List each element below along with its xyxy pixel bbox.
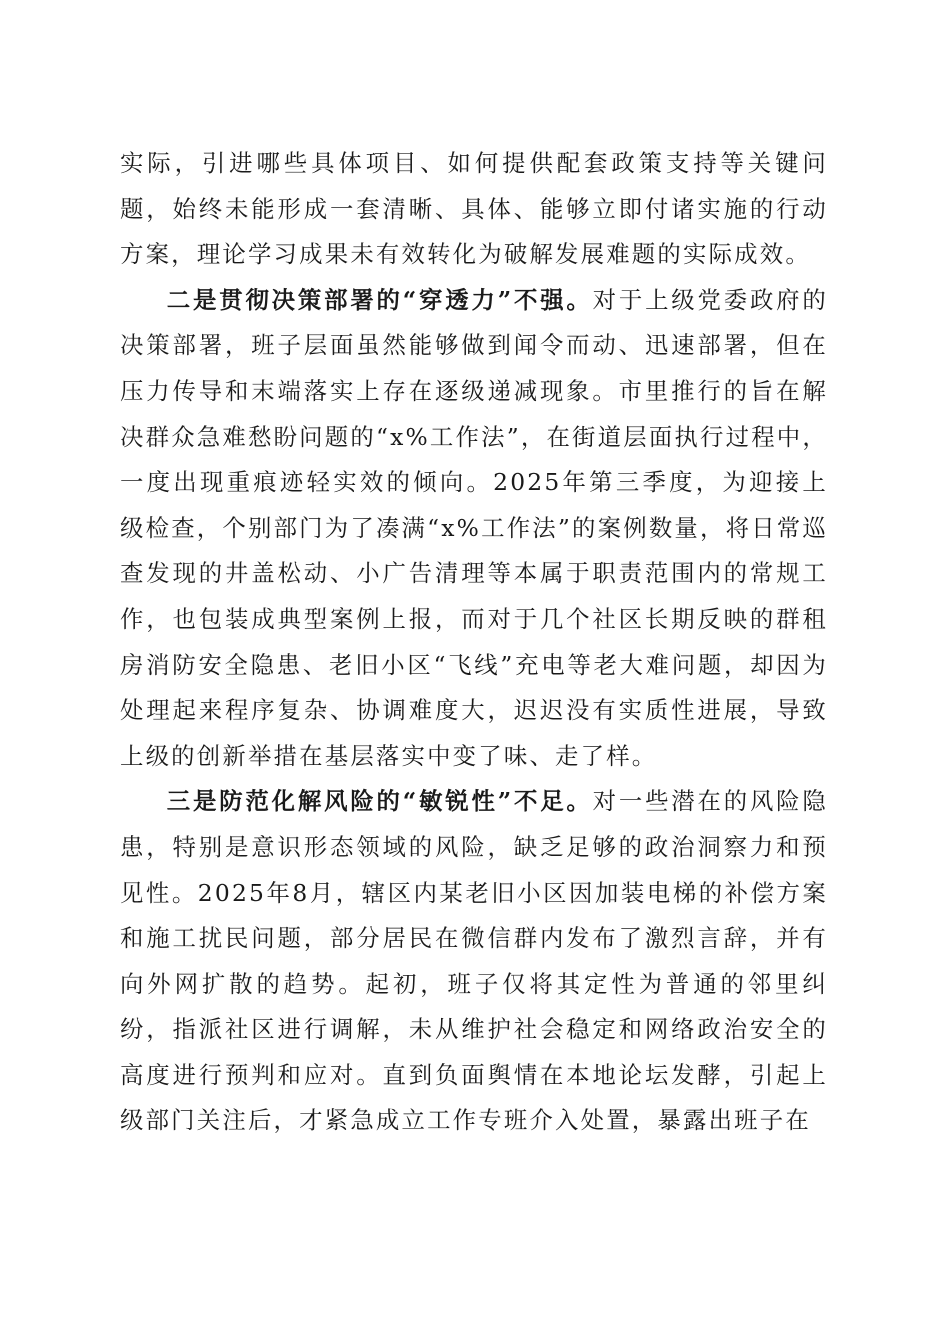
paragraph-3-heading: 三是防范化解风险的“敏锐性”不足。	[166, 787, 593, 816]
paragraph-point-three	[120, 779, 828, 1144]
paragraph-point-two	[120, 278, 828, 780]
document-page	[120, 141, 828, 1144]
paragraph-1-text: 实际，引进哪些具体项目、如何提供配套政策支持等关键问题，始终未能形成一套清晰、具体、能够立即付诸实施的行动方案，理论学习成果未有效转化为破解发展难题的实际成效。	[120, 149, 828, 269]
paragraph-2-heading: 二是贯彻决策部署的“穿透力”不强。	[166, 285, 593, 314]
paragraph-continuation	[120, 141, 828, 278]
paragraph-3-text: 对一些潜在的风险隐患，特别是意识形态领域的风险，缺乏足够的政治洞察力和预见性。2025年8月，辖区内某老旧小区因加装电梯的补偿方案和施工扰民问题，部分居民在微信群内发布了激烈言辞，并有向外网扩散的趋势。起初，班子仅将其定性为普通的邻里纠纷，指派社区进行调解，未从维护社会稳定和网络政治安全的高度进行预判和应对。直到负面舆情在本地论坛发酵，引起上级部门关注后，才紧急成立工作专班介入处置，暴露出班子在	[120, 787, 828, 1135]
paragraph-2-text: 对于上级党委政府的决策部署，班子层面虽然能够做到闻令而动、迅速部署，但在压力传导和末端落实上存在逐级递减现象。市里推行的旨在解决群众急难愁盼问题的“x%工作法”，在街道层面执行过程中，一度出现重痕迹轻实效的倾向。2025年第三季度，为迎接上级检查，个别部门为了凑满“x%工作法”的案例数量，将日常巡查发现的井盖松动、小广告清理等本属于职责范围内的常规工作，也包装成典型案例上报，而对于几个社区长期反映的群租房消防安全隐患、老旧小区“飞线”充电等老大难问题，却因为处理起来程序复杂、协调难度大，迟迟没有实质性进展，导致上级的创新举措在基层落实中变了味、走了样。	[120, 285, 828, 770]
